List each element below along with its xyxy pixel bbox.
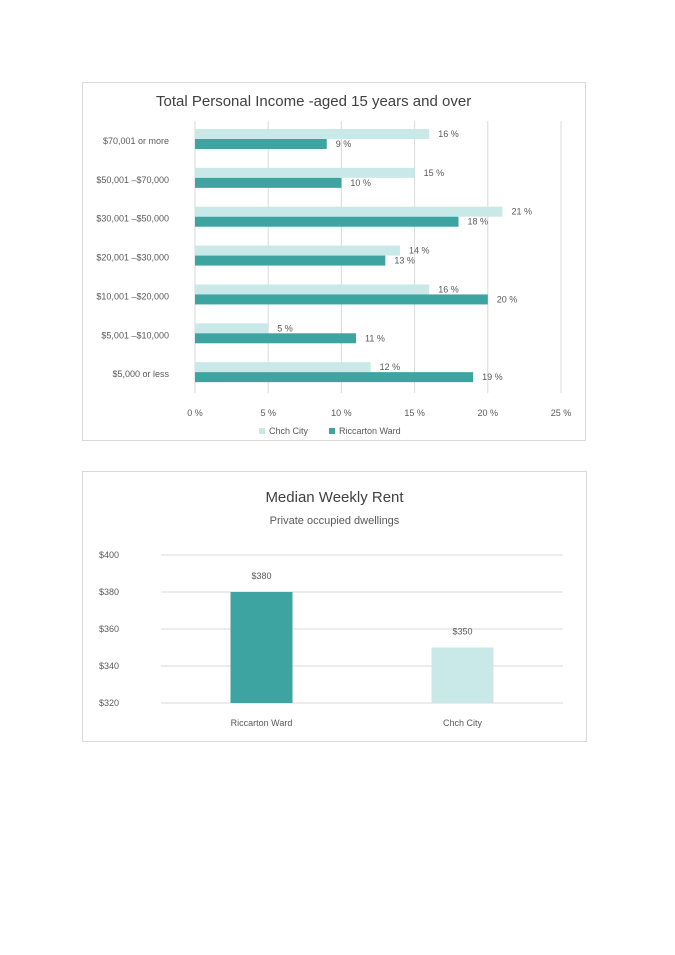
y-tick-label: $360 xyxy=(98,624,119,634)
data-label: 19 % xyxy=(482,372,503,383)
data-label: 11 % xyxy=(365,333,385,344)
data-label: $380 xyxy=(251,571,272,581)
income-chart xyxy=(83,83,587,442)
bar-chch-city xyxy=(195,284,429,294)
category-label: Chch City xyxy=(442,718,483,728)
x-tick-label: 15 % xyxy=(404,408,425,418)
rent-chart-subtitle: Private occupied dwellings xyxy=(269,515,400,527)
y-tick-label: $380 xyxy=(98,587,119,597)
bar-riccarton-ward xyxy=(195,256,385,266)
y-tick-label: $340 xyxy=(98,661,119,671)
income-chart-title: Total Personal Income -aged 15 years and over xyxy=(156,93,472,110)
legend-swatch-chch-city xyxy=(259,428,265,434)
bar-riccarton-ward xyxy=(195,333,356,343)
income-chart-panel xyxy=(82,82,586,441)
legend-label-chch-city: Chch City xyxy=(269,426,309,436)
bar-chch-city xyxy=(195,323,268,333)
bar-chch-city xyxy=(195,168,415,178)
bar-riccarton-ward xyxy=(195,139,327,149)
bar-chch-city xyxy=(195,246,400,256)
legend-item-chch-city xyxy=(259,426,308,436)
data-label: 5 % xyxy=(277,323,293,334)
data-label: 12 % xyxy=(379,362,401,373)
legend-item-riccarton-ward xyxy=(329,426,401,436)
rent-chart-panel xyxy=(82,471,587,742)
category-label: $20,001 –$30,000 xyxy=(96,252,169,263)
category-label: $5,000 or less xyxy=(112,369,169,380)
y-tick-label: $400 xyxy=(98,550,119,560)
data-label: 9 % xyxy=(335,139,352,149)
data-label: 20 % xyxy=(496,294,518,305)
bar-riccarton-ward xyxy=(195,178,341,188)
x-tick-label: 10 % xyxy=(331,408,352,418)
category-label: $10,001 –$20,000 xyxy=(96,291,169,302)
data-label: 13 % xyxy=(394,255,415,266)
bar-riccarton-ward xyxy=(231,592,293,703)
bar-riccarton-ward xyxy=(195,294,488,304)
data-label: 18 % xyxy=(467,216,489,227)
bar-chch-city xyxy=(195,129,429,139)
y-tick-label: $320 xyxy=(98,698,119,708)
rent-chart xyxy=(83,472,588,743)
bar-riccarton-ward xyxy=(195,217,459,227)
category-label: $5,001 –$10,000 xyxy=(101,330,169,341)
data-label: 14 % xyxy=(408,245,430,256)
bar-chch-city xyxy=(195,207,502,217)
x-tick-label: 20 % xyxy=(477,408,499,418)
data-label: 16 % xyxy=(438,129,459,139)
category-label: $50,001 –$70,000 xyxy=(96,174,169,185)
data-label: 15 % xyxy=(423,167,445,178)
category-label: Riccarton Ward xyxy=(230,718,293,728)
x-tick-label: 25 % xyxy=(550,408,572,418)
data-label: 21 % xyxy=(511,206,532,217)
category-label: $30,001 –$50,000 xyxy=(96,213,169,224)
bar-riccarton-ward xyxy=(195,372,473,382)
bar-chch-city xyxy=(432,648,494,704)
legend-label-riccarton-ward: Riccarton Ward xyxy=(339,426,401,436)
legend-swatch-riccarton-ward xyxy=(329,428,335,434)
x-tick-label: 5 % xyxy=(260,408,276,418)
data-label: 10 % xyxy=(350,177,371,188)
rent-chart-title: Median Weekly Rent xyxy=(265,489,404,506)
data-label: $350 xyxy=(452,626,473,637)
data-label: 16 % xyxy=(438,284,459,295)
bar-chch-city xyxy=(195,362,371,372)
category-label: $70,001 or more xyxy=(102,136,169,146)
x-tick-label: 0 % xyxy=(187,408,203,418)
